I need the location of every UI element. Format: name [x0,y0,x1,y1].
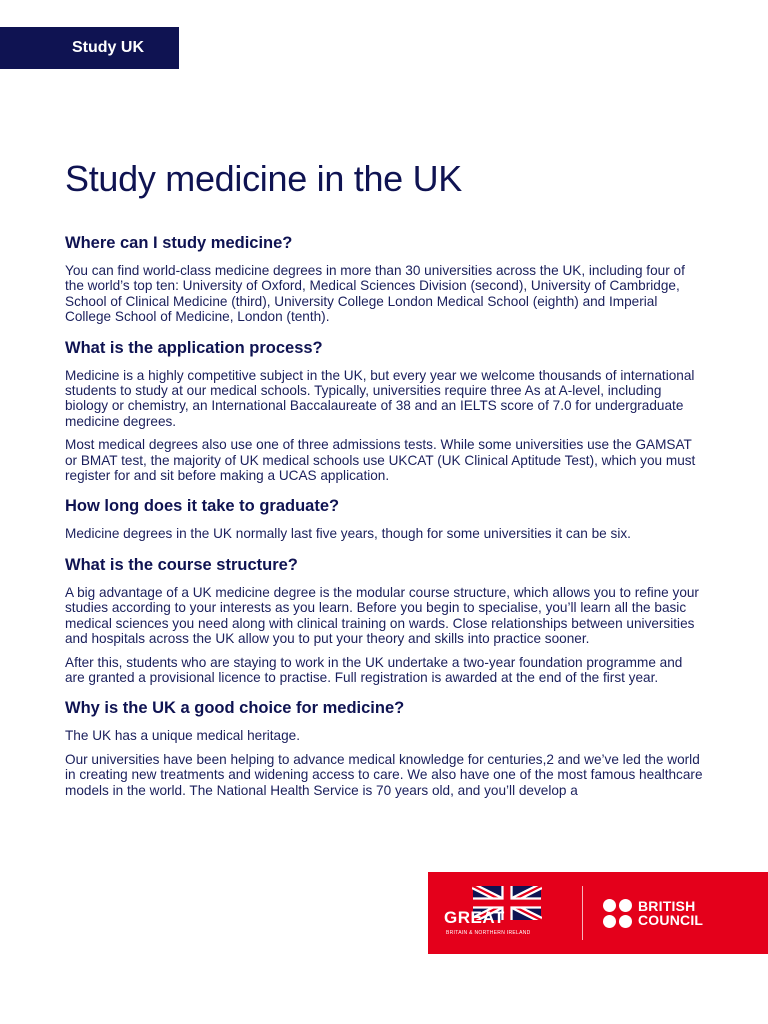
british-council-wordmark: BRITISH COUNCIL [638,898,704,928]
paragraph: After this, students who are staying to work in the UK undertake a two-year foundation programme and are granted a provisional licence to practise. Full registration is awarded at the end of the first year. [65,654,683,685]
section-heading: How long does it take to graduate? [65,497,340,516]
article [65,158,705,806]
section-where [65,234,705,325]
paragraph: Medicine degrees in the UK normally last five years, though for some universities it can be six. [65,526,631,542]
section-why-uk [65,699,705,798]
paragraph: A big advantage of a UK medicine degree is the modular course structure, which allows you to refine your studies according to your interests as you learn. Before you begin to specialise, you’ll learn all the basic medical sciences you need along with clinical training on wards. Close relationships between universities and hospitals across the UK allow you to put your theory and skills into practice sooner. [65,584,699,647]
section-heading: Where can I study medicine? [65,234,293,252]
british-council-dots-icon [603,899,632,928]
section-heading: What is the course structure? [65,555,298,574]
paragraph: The UK has a unique medical heritage. [65,728,301,744]
paragraph: Our universities have been helping to advance medical knowledge for centuries,2 and we’ve led the world in creating new treatments and widening access to care. We also have one of the most famous healthcare models in the world. The National Health Service is 70 years old, and you’ll develop a [65,751,703,798]
logo-divider [582,886,583,940]
paragraph: You can find world-class medicine degrees in more than 30 universities across the UK, including four of the world’s top ten: University of Oxford, Medical Sciences Division (second), University of Cambridge, School of Clinical Medicine (third), University College London Medical School (eighth) and Imperial College School of Medicine, London (tenth). [65,263,685,325]
footer-logo-banner [428,872,768,954]
section-heading: Why is the UK a good choice for medicine? [65,699,405,718]
great-subtitle: BRITAIN & NORTHERN IRELAND [446,930,531,936]
section-structure [65,556,705,685]
british-council-logo [603,899,703,928]
page-title: Study medicine in the UK [65,158,463,199]
study-uk-tag: Study UK [0,27,179,69]
section-application [65,339,705,484]
great-wordmark: GREAT [444,908,505,927]
paragraph: Medicine is a highly competitive subject in the UK, but every year we welcome thousands of international students to study at our medical schools. Typically, universities require three As at A-level, including biology or chemistry, an International Baccalaureate of 38 and an IELTS score of 7.0 for undergraduate medicine degrees. [65,367,695,429]
great-britain-logo [444,872,574,954]
section-heading: What is the application process? [65,338,323,357]
section-duration [65,497,705,541]
paragraph: Most medical degrees also use one of three admissions tests. While some universities use the GAMSAT or BMAT test, the majority of UK medical schools use UKCAT (UK Clinical Aptitude Test), which you must register for and sit before making a UCAS application. [65,437,696,484]
